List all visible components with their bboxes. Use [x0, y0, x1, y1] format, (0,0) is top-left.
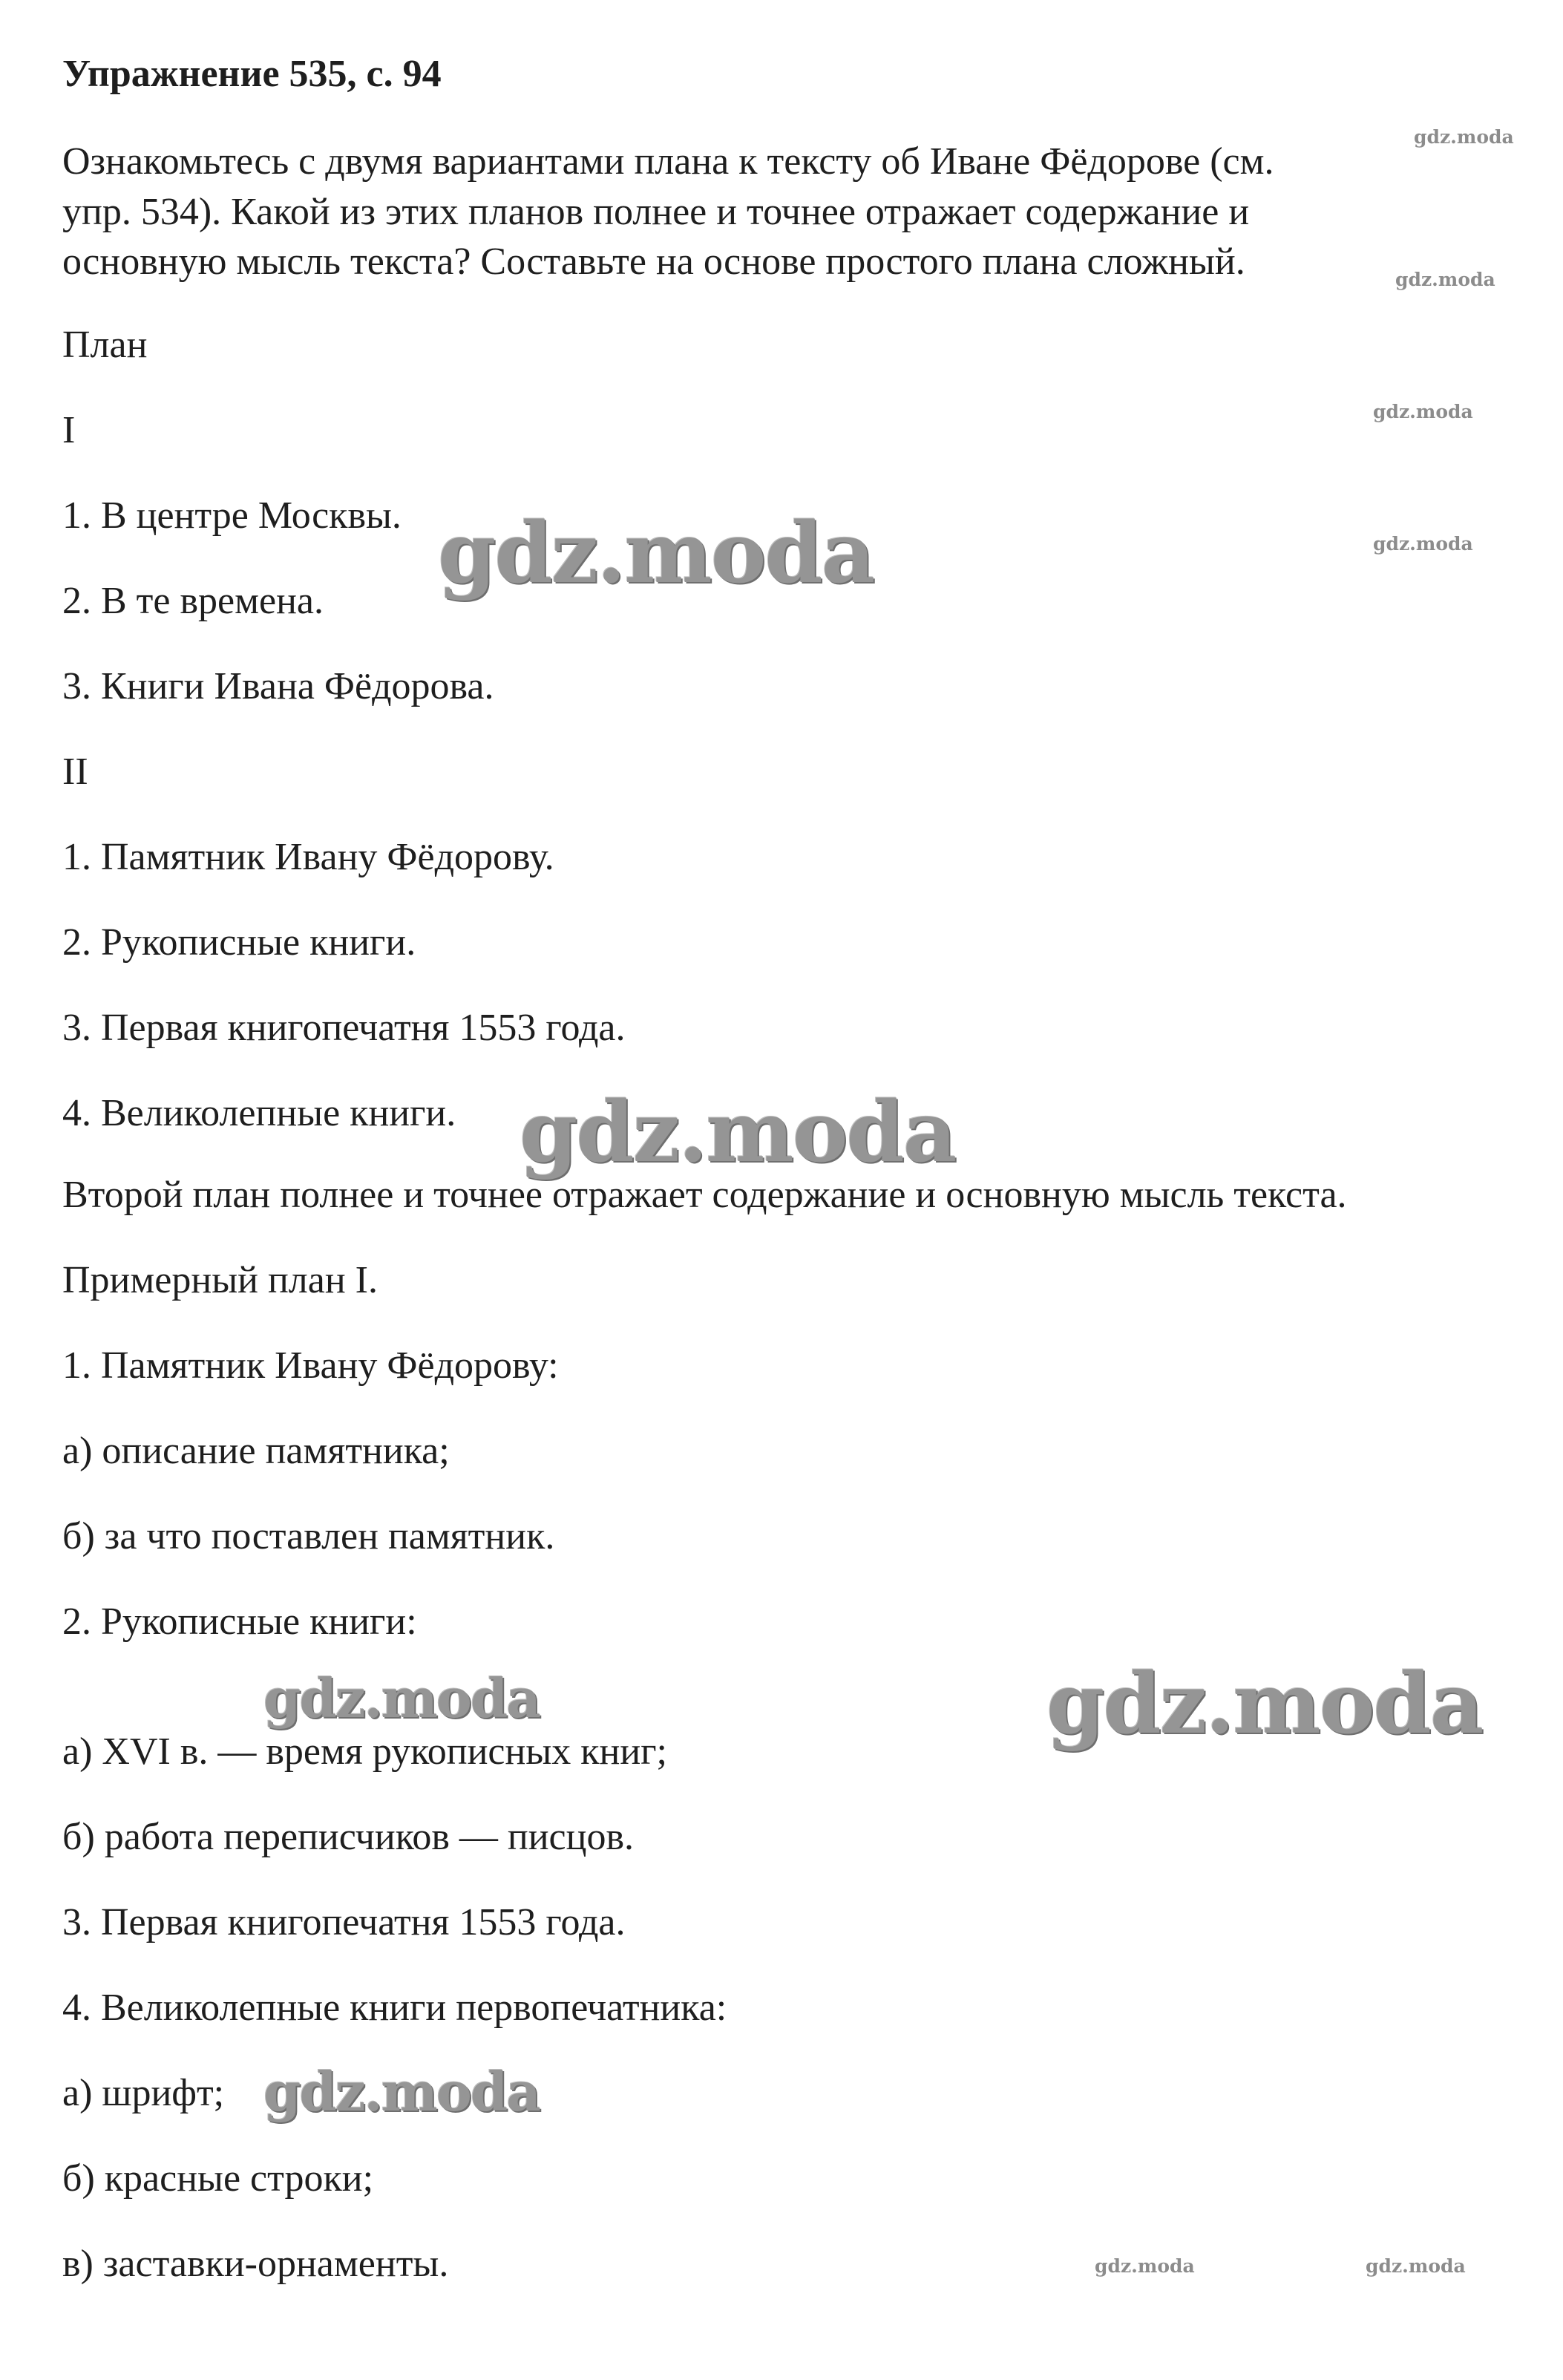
sample-plan-item: б) работа переписчиков — писцов. — [62, 1816, 635, 1858]
plan2-item: 3. Первая книгопечатня 1553 года. — [62, 1007, 626, 1049]
task-line-2: упр. 534). Какой из этих планов полнее и точнее отражает содержание и — [62, 191, 1250, 233]
plan1-item: 1. В центре Москвы. — [62, 494, 402, 537]
watermark-small: gdz.moda — [1095, 2255, 1195, 2277]
sample-plan-item: а) шрифт; — [62, 2072, 225, 2114]
watermark-small: gdz.moda — [1366, 2255, 1466, 2277]
sample-plan-item: б) красные строки; — [62, 2157, 374, 2200]
sample-plan-item: а) XVI в. — время рукописных книг; — [62, 1730, 667, 1773]
watermark-logo: gdz.moda — [263, 2060, 540, 2123]
task-line-1: Ознакомьтесь с двумя вариантами плана к тексту об Иване Фёдорове (см. — [62, 140, 1274, 183]
watermark-small: gdz.moda — [1395, 269, 1495, 290]
sample-plan-item: 3. Первая книгопечатня 1553 года. — [62, 1901, 626, 1943]
watermark-logo: gdz.moda — [520, 1084, 956, 1181]
sample-plan-item: 4. Великолепные книги первопечатника: — [62, 1987, 727, 2029]
watermark-logo: gdz.moda — [1046, 1655, 1483, 1753]
sample-plan-heading: Примерный план I. — [62, 1259, 378, 1301]
plan2-numeral: II — [62, 751, 88, 793]
plan1-item: 3. Книги Ивана Фёдорова. — [62, 665, 494, 707]
plan2-item: 1. Памятник Ивану Фёдорову. — [62, 836, 554, 878]
sample-plan-item: а) описание памятника; — [62, 1430, 450, 1472]
sample-plan-item: в) заставки-орнаменты. — [62, 2243, 449, 2285]
task-line-3: основную мысль текста? Составьте на основе простого плана сложный. — [62, 241, 1245, 283]
sample-plan-item: б) за что поставлен памятник. — [62, 1515, 555, 1557]
watermark-small: gdz.moda — [1414, 126, 1514, 148]
plan-heading: План — [62, 324, 148, 366]
watermark-small: gdz.moda — [1373, 533, 1473, 555]
watermark-logo: gdz.moda — [263, 1667, 540, 1730]
sample-plan-item: 1. Памятник Ивану Фёдорову: — [62, 1344, 559, 1387]
plan2-item: 2. Рукописные книги. — [62, 921, 416, 964]
watermark-logo: gdz.moda — [438, 505, 874, 602]
page-title: Упражнение 535, с. 94 — [62, 53, 442, 95]
watermark-small: gdz.moda — [1373, 401, 1473, 422]
plan1-numeral: I — [62, 409, 76, 451]
plan2-item: 4. Великолепные книги. — [62, 1092, 456, 1134]
conclusion-text: Второй план полнее и точнее отражает содержание и основную мысль текста. — [62, 1174, 1347, 1216]
sample-plan-item: 2. Рукописные книги: — [62, 1601, 417, 1643]
plan1-item: 2. В те времена. — [62, 580, 324, 622]
